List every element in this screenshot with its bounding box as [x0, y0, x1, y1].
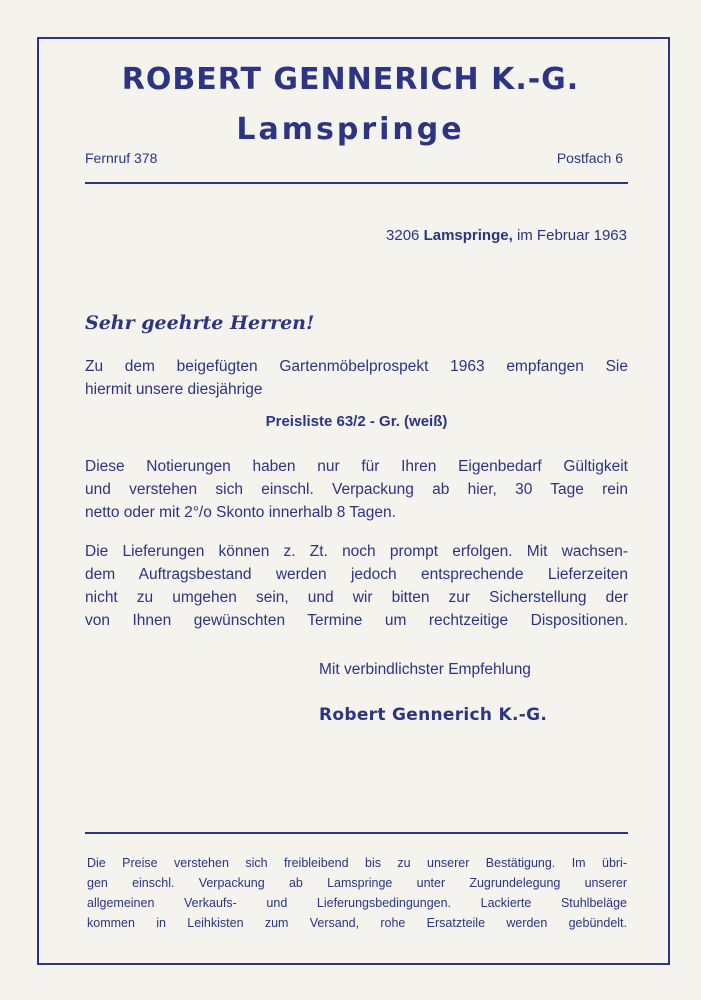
company-name: ROBERT GENNERICH K.-G. — [121, 62, 580, 97]
footnote-line: gen einschl. Verpackung ab Lamspringe unter Zugrundelegung unserer — [87, 876, 627, 890]
footnote — [87, 853, 627, 933]
paragraph-line: von Ihnen gewünschten Termine um rechtzeitige Dispositionen. — [85, 612, 628, 629]
dateline — [386, 227, 627, 244]
paragraph-line: netto oder mit 2°/o Skonto innerhalb 8 Tagen. — [85, 504, 396, 521]
company-town: Lamspringe — [236, 112, 465, 147]
paragraph-line: Zu dem beigefügten Gartenmöbelprospekt 1963 empfangen Sie — [85, 358, 628, 375]
paragraph-line: dem Auftragsbestand werden jedoch entsprechende Lieferzeiten — [85, 566, 628, 583]
postal-code: 3206 — [386, 227, 420, 244]
delivery-paragraph — [85, 540, 628, 632]
closing-phrase: Mit verbindlichster Empfehlung — [319, 661, 531, 678]
po-box: Postfach 6 — [556, 150, 623, 166]
salutation: Sehr geehrte Herren! — [85, 312, 315, 334]
paragraph-line: und verstehen sich einschl. Verpackung ab hier, 30 Tage rein — [85, 481, 628, 498]
paragraph-line: Die Lieferungen können z. Zt. noch prompt erfolgen. Mit wachsen- — [85, 543, 628, 560]
price-list-title: Preisliste 63/2 - Gr. (weiß) — [265, 413, 448, 430]
footnote-line: allgemeinen Verkaufs- und Lieferungsbedingungen. Lackierte Stuhlbeläge — [87, 896, 627, 910]
paragraph-line: nicht zu umgehen sein, und wir bitten zur Sicherstellung der — [85, 589, 628, 606]
intro-paragraph — [85, 355, 628, 401]
footer-divider — [85, 832, 628, 834]
paragraph-line: hiermit unsere diesjährige — [85, 381, 263, 398]
dateline-date: im Februar 1963 — [516, 227, 627, 244]
footnote-line: kommen in Leihkisten zum Versand, rohe Ersatzteile werden gebündelt. — [87, 916, 627, 930]
footnote-line: Die Preise verstehen sich freibleibend bis zu unserer Bestätigung. Im übri- — [87, 856, 627, 870]
signature: Robert Gennerich K.-G. — [319, 705, 548, 725]
paragraph-line: Diese Notierungen haben nur für Ihren Eigenbedarf Gültigkeit — [85, 458, 628, 475]
phone-number: Fernruf 378 — [85, 150, 158, 166]
dateline-place: Lamspringe, — [423, 227, 513, 244]
letterhead-divider — [85, 182, 628, 184]
terms-paragraph — [85, 455, 628, 524]
